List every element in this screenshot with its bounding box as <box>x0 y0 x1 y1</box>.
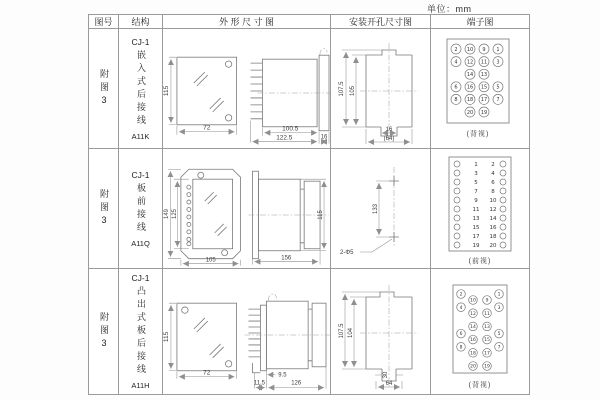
terminal-pin-number: 5 <box>497 332 501 338</box>
terminal-pin-number: 5 <box>496 84 500 91</box>
clamp-hook <box>268 294 276 301</box>
terminal-pin-number: 2 <box>459 292 463 298</box>
terminal-pin-number: 16 <box>466 84 474 91</box>
terminal-pin <box>500 170 506 176</box>
dimensions <box>164 169 326 265</box>
terminal-pin-number: 4 <box>459 305 463 311</box>
install-drawing-cell-a11q <box>331 149 431 269</box>
terminal-pins <box>457 290 504 371</box>
terminal-pin <box>500 161 506 167</box>
view-caption: (背视) <box>466 130 490 138</box>
dimension-label: 149 <box>163 208 170 219</box>
dimension-label: 100.5 <box>282 125 299 133</box>
front-view <box>177 303 237 371</box>
model-label: A11Q <box>131 238 150 248</box>
dimension-label: 115 <box>163 85 170 96</box>
terminal-pin-number: 6 <box>459 332 463 338</box>
view-caption: (背视) <box>468 382 492 389</box>
terminal-pin <box>454 197 460 203</box>
column-header-structure: 结构 <box>119 15 163 29</box>
terminal-pin <box>454 233 460 239</box>
structure-label: 板前接线 <box>136 182 146 235</box>
dimension-label: 72 <box>203 124 211 132</box>
terminal-pin <box>454 242 460 248</box>
terminal-pin-number: 18 <box>470 351 476 357</box>
fig-number-cell <box>89 269 119 394</box>
terminal-pin-number: 7 <box>474 188 478 195</box>
terminal-pin-number: 15 <box>484 338 490 344</box>
terminal-pin-number: 7 <box>497 345 501 351</box>
outline-drawing-a11h <box>163 269 330 394</box>
clamp-hook <box>320 48 327 55</box>
terminal-pin-number: 1 <box>497 292 501 298</box>
dimension-label: 72 <box>203 369 211 377</box>
dimension-label: 125 <box>171 208 178 219</box>
terminal-pin-number: 8 <box>491 188 495 195</box>
terminal-drawing-cell-a11q <box>431 149 529 269</box>
terminal-pin <box>454 215 460 221</box>
structure-label: 嵌入式后接线 <box>136 49 146 128</box>
terminal-pin <box>454 161 460 167</box>
view-caption: (前视) <box>468 257 492 265</box>
terminal-pin <box>454 206 460 212</box>
terminal-pin <box>500 215 506 221</box>
outline-drawing-cell-a11h <box>163 269 331 394</box>
terminal-pin-number: 4 <box>491 170 495 177</box>
series-label: CJ-1 <box>131 169 150 180</box>
structure-cell <box>119 149 163 269</box>
terminal-pin-number: 10 <box>466 46 474 53</box>
hole-callout: 2-Φ5 <box>339 249 353 256</box>
fig-number-cell <box>89 29 119 149</box>
dimension-label: 105 <box>349 85 356 96</box>
terminal-pin-number: 8 <box>454 96 458 103</box>
terminal-pin-number: 2 <box>491 161 495 168</box>
series-label: CJ-1 <box>131 273 150 283</box>
outline-drawing-a11k <box>163 29 330 149</box>
dimension-label: 11.5 <box>253 380 266 387</box>
front-view <box>181 169 241 258</box>
dimension-label: 156 <box>281 255 292 262</box>
terminal-drawing-cell-a11k <box>431 29 529 149</box>
terminal-pin-number: 11 <box>484 311 490 317</box>
terminal-pin-number: 2 <box>454 46 458 53</box>
model-label: A11H <box>131 381 150 390</box>
dimension-label: (64) <box>383 135 394 142</box>
series-label: CJ-1 <box>131 36 150 47</box>
terminal-pin-number: 11 <box>472 206 480 213</box>
terminal-drawing-cell-a11h <box>431 269 529 394</box>
terminal-pin-number: 14 <box>489 215 497 222</box>
terminal-pin <box>454 170 460 176</box>
terminal-pin-number: 10 <box>489 197 497 204</box>
terminal-pin-number: 3 <box>474 170 478 177</box>
terminal-pin-number: 19 <box>472 242 480 249</box>
install-drawing-cell-a11h <box>331 269 431 394</box>
outline-drawing-cell-a11k <box>163 29 331 149</box>
terminal-pin-number: 14 <box>466 71 474 78</box>
dimensions <box>340 181 392 256</box>
dimension-label: 16 <box>320 134 328 141</box>
unit-label: 单位：mm <box>427 4 472 14</box>
dimension-label: 104 <box>347 327 354 339</box>
terminal-pin-number: 15 <box>480 84 488 91</box>
terminal-pin-number: 18 <box>466 96 474 103</box>
front-view <box>177 57 237 125</box>
dimension-label: 9.5 <box>278 372 287 379</box>
terminal-pin-number: 15 <box>472 224 480 231</box>
dimension-label: 107.5 <box>338 80 345 97</box>
terminal-pin <box>500 224 506 230</box>
terminal-pin-number: 6 <box>491 179 495 186</box>
terminal-pin-number: 9 <box>485 298 489 304</box>
terminal-pin-number: 3 <box>497 305 501 311</box>
terminal-pin <box>454 224 460 230</box>
dimension-label: 16 <box>385 126 392 133</box>
terminal-pin-number: 12 <box>466 58 474 65</box>
terminal-pin-number: 5 <box>474 179 478 186</box>
dimension-label: 115 <box>163 331 170 343</box>
terminal-pin-number: 19 <box>480 109 488 116</box>
dimension-label: 126 <box>291 380 302 387</box>
terminal-pin-number: 3 <box>496 58 500 65</box>
terminal-pin-number: 18 <box>489 233 497 240</box>
terminal-pin <box>500 242 506 248</box>
terminal-pin-number: 20 <box>470 364 476 370</box>
terminal-pin-number: 12 <box>489 206 497 213</box>
terminal-pin-number: 9 <box>474 197 478 204</box>
dimension-label: 133 <box>372 203 379 214</box>
fig-number-label: 附图3 <box>99 68 109 109</box>
dimension-label: 107.5 <box>338 323 345 339</box>
structure-label: 凸出式板后接线 <box>136 286 146 377</box>
side-view <box>248 301 326 373</box>
terminal-diagram-a11k <box>431 29 529 149</box>
fig-number-label: 附图3 <box>99 188 109 229</box>
terminal-pin-number: 16 <box>489 224 497 231</box>
terminal-pin-number: 1 <box>496 46 500 53</box>
terminal-pin-number: 4 <box>454 58 458 65</box>
terminal-pin-number: 17 <box>480 96 488 103</box>
terminal-pin-number: 9 <box>482 46 486 53</box>
terminal-pin-number: 17 <box>484 351 490 357</box>
hole-marks <box>389 176 399 242</box>
dimension-label: 30 <box>382 371 389 379</box>
terminal-pin-number: 10 <box>470 298 476 304</box>
install-drawing-cell-a11k <box>331 29 431 149</box>
terminal-pin <box>500 188 506 194</box>
terminal-diagram-a11q <box>431 149 529 269</box>
terminal-pin <box>500 197 506 203</box>
install-drawing-a11h <box>332 269 430 394</box>
terminal-pin-number: 6 <box>454 84 458 91</box>
dimension-label: 122.5 <box>276 134 293 142</box>
terminal-pin-number: 19 <box>484 364 490 370</box>
terminal-pin <box>454 188 460 194</box>
terminal-pin <box>454 179 460 185</box>
terminal-pins <box>454 161 506 249</box>
terminal-pin-number: 1 <box>474 161 478 168</box>
terminal-pin-number: 14 <box>470 325 476 331</box>
terminal-pin-number: 7 <box>496 96 500 103</box>
spec-table <box>88 14 530 395</box>
column-header-fig-number: 图号 <box>89 15 119 29</box>
dimensions <box>339 292 403 389</box>
terminal-pin-number: 17 <box>472 233 480 240</box>
dimensions <box>163 303 326 388</box>
model-label: A11K <box>131 131 150 141</box>
terminal-pins <box>451 44 503 117</box>
fig-number-cell <box>89 149 119 269</box>
terminal-pin <box>500 233 506 239</box>
column-header-outline-dims: 外 形 尺 寸 图 <box>163 15 331 29</box>
structure-cell <box>119 269 163 394</box>
structure-cell <box>119 29 163 149</box>
terminal-pin-number: 20 <box>489 242 497 249</box>
terminal-pin-number: 13 <box>484 325 490 331</box>
dimension-label: 105 <box>205 257 216 264</box>
terminal-pin-number: 20 <box>466 109 474 116</box>
terminal-pin-number: 8 <box>459 345 463 351</box>
dimensions <box>163 57 329 143</box>
terminal-diagram-a11h <box>431 269 529 394</box>
install-drawing-a11q <box>332 149 430 269</box>
column-header-install-dims: 安装开孔尺寸图 <box>331 15 431 29</box>
terminal-pin-number: 13 <box>472 215 480 222</box>
terminal-pin-number: 16 <box>470 338 476 344</box>
column-header-terminal-diagram: 端子图 <box>431 15 529 29</box>
fig-number-label: 附图3 <box>99 311 109 352</box>
outline-drawing-cell-a11q <box>163 149 331 269</box>
terminal-pin-number: 13 <box>480 71 488 78</box>
outline-drawing-a11q <box>163 149 330 269</box>
terminal-pin <box>500 206 506 212</box>
dimensions <box>339 50 412 144</box>
terminal-pin <box>500 179 506 185</box>
dimension-label: 64 <box>385 381 392 387</box>
dimension-label: 115 <box>318 209 325 220</box>
terminal-pin-number: 12 <box>470 311 476 317</box>
terminal-pin-number: 11 <box>480 58 488 65</box>
install-drawing-a11k <box>332 29 430 149</box>
